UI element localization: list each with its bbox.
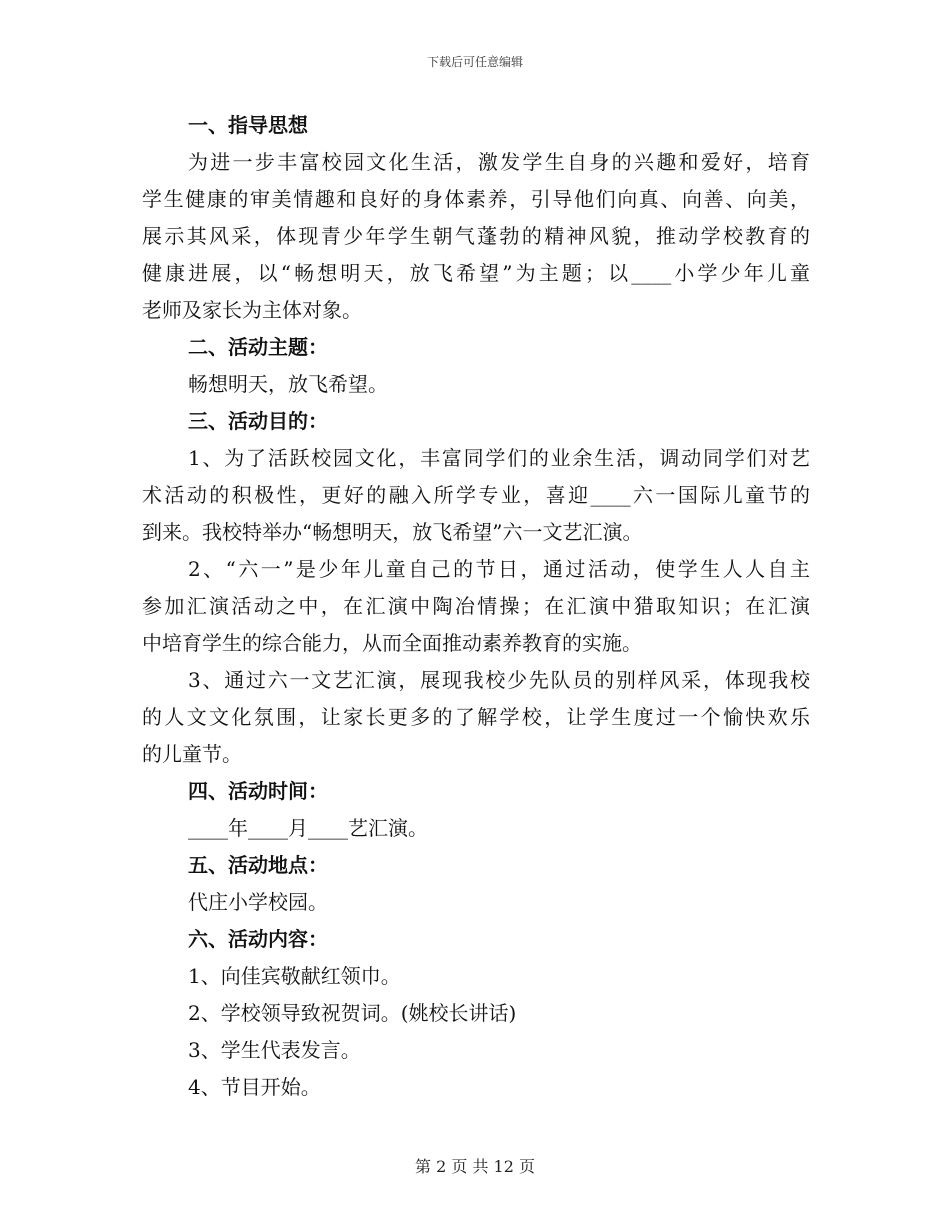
paragraph-line: 的人文文化氛围，让家长更多的了解学校，让学生度过一个愉快欢乐 (142, 705, 810, 729)
paragraph-line: 中培育学生的综合能力，从而全面推动素养教育的实施。 (142, 631, 642, 655)
paragraph-line: 学生健康的审美情趣和良好的身体素养，引导他们向真、向善、向美， (142, 187, 810, 211)
paragraph-line: 老师及家长为主体对象。 (142, 298, 362, 322)
section-heading: 三、活动目的： (188, 409, 328, 433)
paragraph-line: 3、通过六一文艺汇演，展现我校少先队员的别样风采，体现我校 (188, 668, 810, 692)
page-footer: 第 2 页 共 12 页 (415, 1157, 535, 1176)
paragraph-line: 代庄小学校园。 (188, 890, 328, 914)
paragraph-line: 2、“六一”是少年儿童自己的节日，通过活动，使学生人人自主 (188, 557, 810, 581)
paragraph-line: 4、节目开始。 (188, 1075, 321, 1099)
section-heading: 五、活动地点： (188, 853, 328, 877)
section-heading: 二、活动主题： (188, 335, 328, 359)
paragraph-line: 为进一步丰富校园文化生活，激发学生自身的兴趣和爱好，培育 (188, 150, 810, 174)
page-header: 下载后可任意编辑 (426, 55, 523, 69)
paragraph-line: 展示其风采，体现青少年学生朝气蓬勃的精神风貌，推动学校教育的 (142, 224, 810, 248)
section-heading: 六、活动内容： (188, 927, 328, 951)
paragraph-line: 到来。我校特举办“畅想明天，放飞希望”六一文艺汇演。 (142, 520, 643, 544)
paragraph-line: 术活动的积极性，更好的融入所学专业，喜迎____六一国际儿童节的 (142, 483, 810, 507)
paragraph-line: 2、学校领导致祝贺词。(姚校长讲话) (188, 1001, 517, 1025)
section-heading: 一、指导思想 (188, 113, 308, 137)
document-body (142, 107, 810, 1106)
section-heading: 四、活动时间： (188, 779, 328, 803)
paragraph-line: 1、向佳宾敬献红领巾。 (188, 964, 401, 988)
paragraph-line: 1、为了活跃校园文化，丰富同学们的业余生活，调动同学们对艺 (188, 446, 810, 470)
paragraph-line: 的儿童节。 (142, 742, 242, 766)
paragraph-line: 3、学生代表发言。 (188, 1038, 361, 1062)
paragraph-line: ____年____月____艺汇演。 (188, 816, 428, 840)
paragraph-line: 健康进展，以“畅想明天，放飞希望”为主题；以____小学少年儿童 (142, 261, 810, 285)
paragraph-line: 参加汇演活动之中，在汇演中陶冶情操；在汇演中猎取知识；在汇演 (142, 594, 810, 618)
paragraph-line: 畅想明天，放飞希望。 (188, 372, 388, 396)
